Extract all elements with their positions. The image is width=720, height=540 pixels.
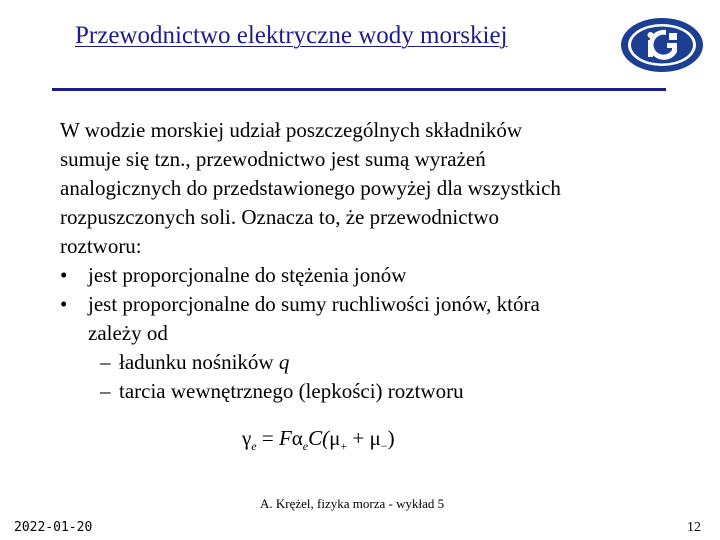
dash-symbol: – xyxy=(100,379,111,403)
sub-item xyxy=(60,377,680,406)
charge-symbol: q xyxy=(278,350,290,374)
formula-plus: + xyxy=(352,426,365,450)
footer-caption: A. Krężel, fizyka morza - wykład 5 xyxy=(260,496,445,511)
paragraph-line: rozpuszczonych soli. Oznacza to, że przewodnictwo xyxy=(60,205,500,229)
formula-close: ) xyxy=(387,426,395,450)
slide-body xyxy=(60,116,680,406)
formula-sub: + xyxy=(340,439,348,454)
bullet-text: jest proporcjonalne do sumy ruchliwości jonów, która xyxy=(88,292,540,316)
bullet-text: jest proporcjonalne do stężenia jonów xyxy=(88,263,407,287)
slide-title: Przewodnictwo elektryczne wody morskiej xyxy=(75,22,508,49)
sub-item-text: tarcia wewnętrznego (lepkości) roztworu xyxy=(119,379,464,403)
formula-gamma: γ xyxy=(242,426,252,450)
bullet-symbol: • xyxy=(60,292,68,316)
sub-item-text: ładunku nośników xyxy=(119,350,279,374)
bullet-item xyxy=(60,290,680,319)
paragraph-line: analogicznych do przedstawionego powyżej dla wszystkich xyxy=(60,176,561,200)
conductivity-formula xyxy=(242,426,395,454)
dash-symbol: – xyxy=(100,350,111,374)
paragraph-line: W wodzie morskiej udział poszczególnych składników xyxy=(60,118,523,142)
formula-F: F xyxy=(278,426,292,450)
sub-item xyxy=(60,348,680,377)
formula-sub: e xyxy=(251,439,257,454)
formula-mu: μ xyxy=(329,426,341,450)
page-number: 12 xyxy=(687,520,701,535)
bullet-continuation: zależy od xyxy=(88,321,168,345)
formula-sub: − xyxy=(380,439,388,454)
formula-alpha: α xyxy=(291,426,303,450)
bullet-symbol: • xyxy=(60,263,68,287)
formula-sub: e xyxy=(302,439,309,454)
bullet-item xyxy=(60,261,680,290)
formula-equals: = xyxy=(261,426,274,450)
formula-mu: μ xyxy=(369,426,381,450)
title-rule xyxy=(52,88,666,91)
paragraph-line: roztworu: xyxy=(60,234,142,258)
ig-university-logo xyxy=(619,16,705,74)
paragraph-line: sumuje się tzn., przewodnictwo jest sumą wyrażeń xyxy=(60,147,486,171)
slide-date: 2022-01-20 xyxy=(14,520,93,535)
formula-C: C( xyxy=(308,426,330,450)
